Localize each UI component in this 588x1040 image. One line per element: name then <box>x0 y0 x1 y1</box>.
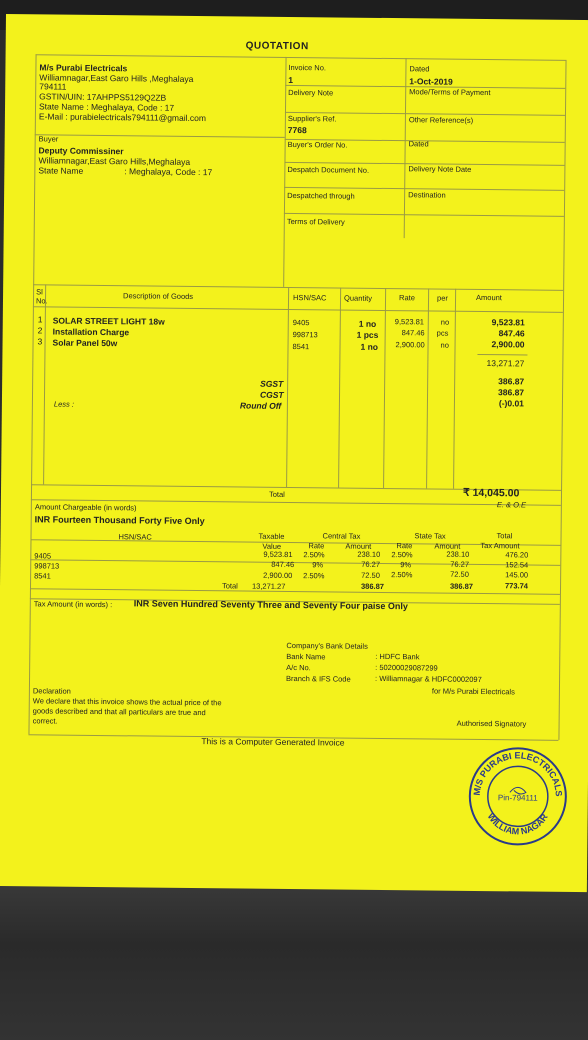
bank-branch-value: : Williamnagar & HDFC0002097 <box>375 673 482 685</box>
round-off-label: Round Off <box>239 400 282 411</box>
tax-taxable: 2,900.00 <box>263 570 293 581</box>
tax-words-label: Tax Amount (in words) : <box>33 599 113 610</box>
svg-text:WILLIAM NAGAR <box>485 811 550 837</box>
eoe: E. & O.E <box>496 500 527 510</box>
item-amount: 2,900.00 <box>491 339 525 350</box>
tax-th-state: State Tax <box>414 531 446 541</box>
tax-th-s-rate: Rate <box>396 541 413 551</box>
table-header-bottom <box>33 306 563 313</box>
delivery-note-label: Delivery Note <box>288 87 334 98</box>
declaration-line3: correct. <box>32 716 58 726</box>
table-header-top <box>33 284 563 291</box>
cgst-value: 386.87 <box>498 387 525 398</box>
item-amount: 847.46 <box>498 328 525 339</box>
stamp-pin: Pin-794111 <box>497 793 538 803</box>
item-sl: 3 <box>37 336 43 347</box>
th-rate: Rate <box>399 293 415 303</box>
tax-words: INR Seven Hundred Seventy Three and Seventy Four paise Only <box>133 598 408 612</box>
tax-table-total-top <box>30 588 560 595</box>
tax-c-amount: 238.10 <box>357 549 381 559</box>
tax-th-taxable: Taxable <box>258 531 285 541</box>
tax-s-rate: 9% <box>400 560 412 570</box>
supplier-ref-value: 7768 <box>287 124 307 136</box>
total-label: Total <box>268 489 285 499</box>
th-hsn: HSN/SAC <box>292 293 327 303</box>
tax-th-s-amount: Amount <box>434 541 461 551</box>
buyer-label: Buyer <box>38 134 59 144</box>
tax-s-rate: 2.50% <box>391 570 413 580</box>
supplier-ref-label: Supplier's Ref. <box>287 113 337 124</box>
dated-value: 1-Oct-2019 <box>409 76 453 87</box>
tax-hsn: 998713 <box>34 561 60 571</box>
tax-th-total: Total <box>496 531 513 541</box>
bank-branch-label: Branch & IFS Code <box>286 673 351 684</box>
other-ref-label: Other Reference(s) <box>408 115 474 125</box>
tax-total: 476.20 <box>505 550 529 560</box>
less-label: Less : <box>53 399 74 409</box>
invoice-no-label: Invoice No. <box>288 62 327 73</box>
tax-footer-label: Total <box>221 581 238 591</box>
stamp-text-top: M/S PURABI ELECTRICALS <box>471 750 564 797</box>
bank-name-value: : HDFC Bank <box>375 651 420 662</box>
item-per: no <box>440 340 449 350</box>
background-floor <box>0 880 588 1040</box>
item-qty: 1 pcs <box>356 329 379 340</box>
col-sl <box>43 284 46 484</box>
tax-table-header-bottom <box>30 559 560 566</box>
frame-left <box>28 54 36 734</box>
divider-meta <box>404 58 407 238</box>
tax-c-rate: 9% <box>312 560 324 570</box>
bank-heading: Company's Bank Details <box>286 640 368 651</box>
tax-th-tax-amount: Tax Amount <box>480 540 520 551</box>
frame-top <box>36 54 566 61</box>
th-amount: Amount <box>476 292 502 303</box>
item-rate: 847.46 <box>401 328 425 338</box>
subtotal-value: 13,271.27 <box>486 358 525 369</box>
sgst-label: SGST <box>260 378 284 389</box>
divider-seller-meta <box>283 57 286 287</box>
amount-words: INR Fourteen Thousand Forty Five Only <box>34 514 205 527</box>
declaration-label: Declaration <box>32 686 71 696</box>
tax-footer-state: 386.87 <box>449 581 474 591</box>
sgst-value: 386.87 <box>498 376 525 387</box>
tax-c-amount: 72.50 <box>361 570 380 580</box>
bank-name-label: Bank Name <box>286 651 326 662</box>
item-amount: 9,523.81 <box>491 317 525 328</box>
tax-taxable: 847.46 <box>271 559 295 570</box>
col-desc <box>286 287 289 487</box>
tax-c-amount: 76.27 <box>361 559 381 569</box>
tax-s-amount: 72.50 <box>450 569 469 579</box>
tax-total: 152.54 <box>505 560 529 570</box>
seller-address: Williamnagar,East Garo Hills ,Meghalaya <box>39 72 194 84</box>
buyer-state-value: : Meghalaya, Code : 17 <box>124 166 213 178</box>
declaration-line2: goods described and that all particulars are true and <box>32 706 206 718</box>
tax-taxable: 9,523.81 <box>263 549 293 560</box>
tax-th-central: Central Tax <box>322 531 361 541</box>
stamp-text-bottom: WILLIAM NAGAR <box>485 811 550 837</box>
tax-c-rate: 2.50% <box>303 571 325 581</box>
mode-terms-label: Mode/Terms of Payment <box>409 87 491 98</box>
tax-th-c-rate: Rate <box>308 541 325 551</box>
th-no: No. <box>35 296 48 306</box>
amount-words-label: Amount Chargeable (in words) <box>34 502 137 513</box>
delivery-note-date-label: Delivery Note Date <box>408 164 472 174</box>
destination-label: Destination <box>408 190 446 200</box>
th-sl: Sl <box>36 287 43 297</box>
cgst-label: CGST <box>259 389 284 400</box>
despatched-through-label: Despatched through <box>287 190 355 201</box>
tax-c-rate: 2.50% <box>303 550 325 560</box>
col-rate <box>426 288 429 488</box>
tax-hsn: 8541 <box>34 571 51 581</box>
bank-acc-label: A/c No. <box>286 662 311 673</box>
buyer-state-label: State Name <box>38 165 84 176</box>
declaration-line1: We declare that this invoice shows the actual price of the <box>32 696 222 708</box>
th-per: per <box>437 293 448 303</box>
item-description: Installation Charge <box>52 326 130 338</box>
item-description: SOLAR STREET LIGHT 18w <box>52 315 165 327</box>
meta-row6 <box>284 213 564 217</box>
invoice-no-value: 1 <box>288 74 294 86</box>
item-hsn: 8541 <box>292 342 310 352</box>
item-qty: 1 no <box>360 341 379 352</box>
tax-s-rate: 2.50% <box>391 550 413 560</box>
terms-of-delivery-label: Terms of Delivery <box>286 216 345 227</box>
seller-email: E-Mail : purabielectricals794111@gmail.com <box>38 111 207 124</box>
item-rate: 9,523.81 <box>394 317 425 327</box>
seller-pincode: 794111 <box>39 81 67 92</box>
tax-footer-taxable: 13,271.27 <box>251 581 286 591</box>
tax-hsn: 9405 <box>34 551 52 561</box>
tax-th-c-amount: Amount <box>345 541 372 551</box>
tax-th-hsn: HSN/SAC <box>118 532 152 542</box>
bank-acc-value: : 50200029087299 <box>375 662 438 673</box>
item-hsn: 9405 <box>292 318 310 328</box>
seller-name: M/s Purabi Electricals <box>39 62 128 74</box>
company-stamp <box>465 744 570 849</box>
frame-right <box>558 60 566 740</box>
buyer-address: Williamnagar,East Garo Hills,Meghalaya <box>38 155 191 167</box>
seller-gstin: GSTIN/UIN: 17AHPPS5129Q2ZB <box>39 91 167 103</box>
authorised-signatory: Authorised Signatory <box>456 718 527 729</box>
seller-state: State Name : Meghalaya, Code : 17 <box>38 101 175 113</box>
item-hsn: 998713 <box>292 330 318 340</box>
stamp-seal <box>465 744 570 849</box>
item-per: no <box>440 317 450 327</box>
subtotal-rule <box>477 354 527 356</box>
item-per: pcs <box>436 328 449 338</box>
dated-label: Dated <box>409 64 430 74</box>
col-hsn <box>338 288 341 488</box>
col-per <box>453 289 456 489</box>
col-qty <box>383 288 386 488</box>
item-sl: 2 <box>37 325 43 336</box>
round-off-value: (-)0.01 <box>498 398 525 409</box>
svg-text:M/S PURABI ELECTRICALS <box>472 750 565 797</box>
item-rate: 2,900.00 <box>395 340 425 350</box>
dated2-label: Dated <box>408 139 429 149</box>
document-title: QUOTATION <box>245 40 309 53</box>
item-description: Solar Panel 50w <box>52 337 118 349</box>
tax-total: 145.00 <box>505 570 529 580</box>
th-quantity: Quantity <box>343 293 373 303</box>
item-sl: 1 <box>37 314 43 325</box>
divider-seller-buyer <box>35 134 285 138</box>
despatch-doc-label: Despatch Document No. <box>287 164 370 175</box>
tax-s-amount: 238.10 <box>446 549 470 559</box>
for-company: for M/s Purabi Electricals <box>431 686 515 697</box>
computer-generated-note: This is a Computer Generated Invoice <box>201 736 345 748</box>
tax-footer-central: 386.87 <box>360 581 385 591</box>
buyers-order-label: Buyer's Order No. <box>287 139 348 150</box>
tax-th-value: Value <box>262 541 282 551</box>
buyer-name: Deputy Commissiner <box>38 145 124 157</box>
tax-s-amount: 76.27 <box>450 559 470 569</box>
total-amount: ₹ 14,045.00 <box>462 486 520 500</box>
tax-footer-total: 773.74 <box>504 581 529 591</box>
item-qty: 1 no <box>358 318 377 329</box>
th-description: Description of Goods <box>123 291 194 301</box>
quotation-document <box>0 14 588 892</box>
